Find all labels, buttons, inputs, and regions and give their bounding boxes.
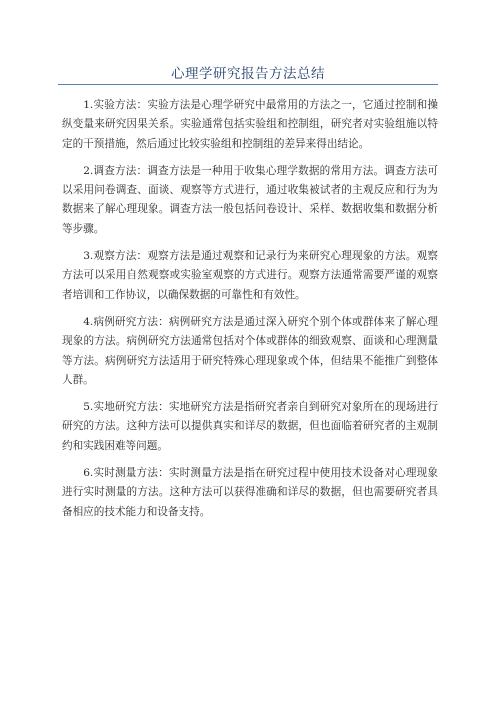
document-body [62,96,438,530]
paragraph-survey-method: 2.调查方法：调查方法是一种用于收集心理学数据的常用方法。调查方法可以采用问卷调查、面谈、观察等方式进行，通过收集被试者的主观反应和行为为数据来了解心理现象。调查方法一般包括问卷设计、采样、数据收集和数据分析等步骤。 [62,164,438,235]
title-divider [58,84,438,85]
paragraph-field-research-method: 5.实地研究方法：实地研究方法是指研究者亲自到研究对象所在的现场进行研究的方法。这种方法可以提供真实和详尽的数据，但也面临着研究者的主观制约和实践困难等问题。 [62,401,438,452]
paragraph-real-time-measurement-method: 6.实时测量方法：实时测量方法是指在研究过程中使用技术设备对心理现象进行实时测量的方法。这种方法可以获得准确和详尽的数据，但也需要研究者具备相应的技术能力和设备支持。 [62,467,438,518]
document-title: 心理学研究报告方法总结 [171,66,325,82]
paragraph-case-study-method: 4.病例研究方法：病例研究方法是通过深入研究个别个体或群体来了解心理现象的方法。病例研究方法通常包括对个体或群体的细致观察、面谈和心理测量等方法。病例研究方法适用于研究特殊心理现象或个体，但结果不能推广到整体人群。 [62,315,438,386]
paragraph-experimental-method: 1.实验方法：实验方法是心理学研究中最常用的方法之一，它通过控制和操纵变量来研究因果关系。实验通常包括实验组和控制组，研究者对实验组施以特定的干预措施，然后通过比较实验组和控制组的差异来得出结论。 [62,99,438,150]
paragraph-observation-method: 3.观察方法：观察方法是通过观察和记录行为来研究心理现象的方法。观察方法可以采用自然观察或实验室观察的方式进行。观察方法通常需要严谨的观察者培训和工作协议，以确保数据的可靠性和有效性。 [62,250,438,301]
